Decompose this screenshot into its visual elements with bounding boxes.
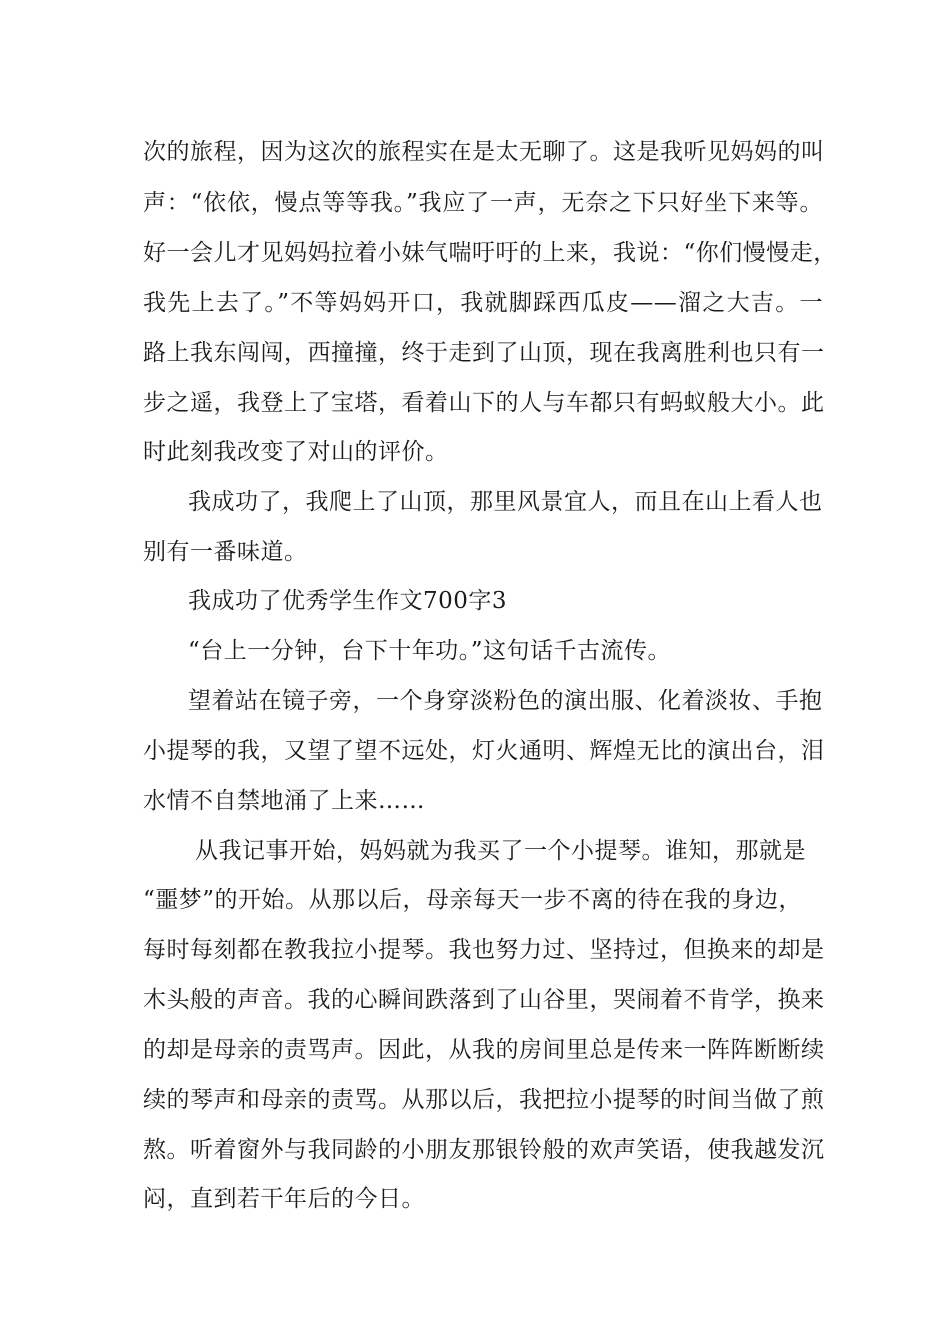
text-line: 望着站在镜子旁，一个身穿淡粉色的演出服、化着淡妆、手抱 <box>188 688 823 714</box>
text-line: 路上我东闯闯，西撞撞，终于走到了山顶，现在我离胜利也只有一 <box>143 340 825 366</box>
text-line: 我先上去了。”不等妈妈开口，我就脚踩西瓜皮——溜之大吉。一 <box>143 290 823 316</box>
text-line: 好一会儿才见妈妈拉着小妹气喘吁吁的上来，我说：“你们慢慢走， <box>143 240 837 266</box>
text-line: 小提琴的我，又望了望不远处，灯火通明、辉煌无比的演出台，泪 <box>143 738 825 764</box>
text-line: 从我记事开始，妈妈就为我买了一个小提琴。谁知，那就是 <box>195 838 806 864</box>
text-line: 水情不自禁地涌了上来…… <box>143 788 425 814</box>
text-line: 我成功了，我爬上了山顶，那里风景宜人，而且在山上看人也 <box>188 489 823 515</box>
text-line: 续的琴声和母亲的责骂。从那以后，我把拉小提琴的时间当做了煎 <box>143 1087 825 1113</box>
text-line: 闷，直到若干年后的今日。 <box>143 1186 425 1212</box>
text-line: 的却是母亲的责骂声。因此，从我的房间里总是传来一阵阵断断续 <box>143 1037 825 1063</box>
text-line: 熬。听着窗外与我同龄的小朋友那银铃般的欢声笑语，使我越发沉 <box>143 1137 825 1163</box>
text-line: 时此刻我改变了对山的评价。 <box>143 439 449 465</box>
article-heading: 我成功了优秀学生作文700字3 <box>188 588 508 614</box>
text-line: 木头般的声音。我的心瞬间跌落到了山谷里，哭闹着不肯学，换来 <box>143 987 825 1013</box>
text-line: 别有一番味道。 <box>143 539 308 565</box>
text-line: 声：“依依，慢点等等我。”我应了一声，无奈之下只好坐下来等。 <box>143 190 823 216</box>
text-line: 每时每刻都在教我拉小提琴。我也努力过、坚持过，但换来的却是 <box>143 937 825 963</box>
text-line: “噩梦”的开始。从那以后，母亲每天一步不离的待在我的身边， <box>143 887 803 913</box>
text-line: 次的旅程，因为这次的旅程实在是太无聊了。这是我听见妈妈的叫 <box>143 139 825 165</box>
text-line: “台上一分钟，台下十年功。”这句话千古流传。 <box>188 638 672 664</box>
text-line: 步之遥，我登上了宝塔，看着山下的人与车都只有蚂蚁般大小。此 <box>143 390 825 416</box>
